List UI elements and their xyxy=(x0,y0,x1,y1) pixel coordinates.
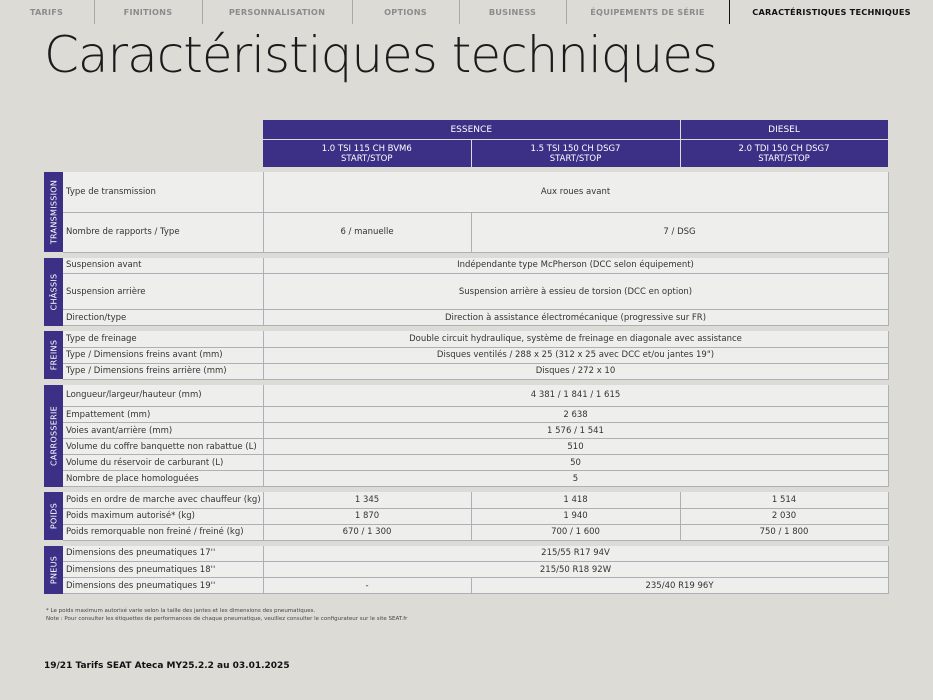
engine-header-line: START/STOP xyxy=(758,153,810,164)
spec-row xyxy=(44,331,888,347)
tab-options[interactable]: OPTIONS xyxy=(384,7,427,17)
spec-value: 215/50 R18 92W xyxy=(263,562,888,578)
spec-row xyxy=(44,455,888,471)
category-label-text: PNEUS xyxy=(49,555,58,584)
category-label-text: FREINS xyxy=(49,339,58,371)
spec-label: Nombre de rapports / Type xyxy=(63,212,263,252)
spec-row xyxy=(44,492,888,508)
spec-row xyxy=(44,347,888,363)
tab-caracteristiques-techniques[interactable]: CARACTÉRISTIQUES TECHNIQUES xyxy=(752,7,911,17)
spec-value: 7 / DSG xyxy=(471,212,888,252)
spec-value: 510 xyxy=(263,439,888,455)
spec-label: Type / Dimensions freins arrière (mm) xyxy=(63,363,263,379)
spec-label: Direction/type xyxy=(63,310,263,326)
spec-row xyxy=(44,385,888,407)
spec-value: 700 / 1 600 xyxy=(471,524,680,540)
tab-equipements-de-serie[interactable]: ÉQUIPEMENTS DE SÉRIE xyxy=(590,7,705,17)
spec-value: Direction à assistance électromécanique (progressive sur FR) xyxy=(263,310,888,326)
spec-value: Suspension arrière à essieu de torsion (DCC en option) xyxy=(263,274,888,310)
footnote-weight: * Le poids maximum autorisé varie selon la taille des jantes et les dimensions des pneumatiques. xyxy=(46,608,316,614)
category-label-text: TRANSMISSION xyxy=(49,179,58,245)
spec-row xyxy=(44,562,888,578)
header-spacer xyxy=(44,120,263,140)
category-label xyxy=(44,258,63,326)
spec-label: Dimensions des pneumatiques 19'' xyxy=(63,578,263,594)
spec-label: Suspension avant xyxy=(63,258,263,274)
engine-header-line: 2.0 TDI 150 CH DSG7 xyxy=(738,143,830,154)
spec-row xyxy=(44,471,888,487)
engine-header-line: START/STOP xyxy=(341,153,393,164)
spec-value: 6 / manuelle xyxy=(263,212,471,252)
spec-value: 1 345 xyxy=(263,492,471,508)
spec-label: Volume du coffre banquette non rabattue (L) xyxy=(63,439,263,455)
spec-label: Longueur/largeur/hauteur (mm) xyxy=(63,385,263,407)
spec-value: 1 514 xyxy=(680,492,888,508)
spec-value: - xyxy=(263,578,471,594)
spec-label: Poids remorquable non freiné / freiné (kg) xyxy=(63,524,263,540)
header-spacer xyxy=(44,140,263,168)
spec-value: Double circuit hydraulique, système de freinage en diagonale avec assistance xyxy=(263,331,888,347)
spec-label: Nombre de place homologuées xyxy=(63,471,263,487)
spec-value: Disques ventilés / 288 x 25 (312 x 25 avec DCC et/ou jantes 19") xyxy=(263,347,888,363)
spec-value: 670 / 1 300 xyxy=(263,524,471,540)
spec-label: Type / Dimensions freins avant (mm) xyxy=(63,347,263,363)
spec-row xyxy=(44,310,888,326)
spec-value: 50 xyxy=(263,455,888,471)
fuel-header-diesel: DIESEL xyxy=(680,120,888,140)
category-label-text: POIDS xyxy=(49,502,58,530)
specifications-table xyxy=(44,120,889,594)
engine-header xyxy=(680,140,888,168)
spec-value: 2 638 xyxy=(263,407,888,423)
spec-label: Empattement (mm) xyxy=(63,407,263,423)
spec-value: 4 381 / 1 841 / 1 615 xyxy=(263,385,888,407)
spec-value: Disques / 272 x 10 xyxy=(263,363,888,379)
spec-label: Dimensions des pneumatiques 18'' xyxy=(63,562,263,578)
spec-row xyxy=(44,546,888,562)
page-footer: 19/21 Tarifs SEAT Ateca MY25.2.2 au 03.01.2025 xyxy=(44,661,290,671)
spec-label: Type de transmission xyxy=(63,172,263,212)
engine-header-line: START/STOP xyxy=(549,153,602,164)
spec-value: 2 030 xyxy=(680,508,888,524)
category-label xyxy=(44,385,63,487)
spec-row xyxy=(44,423,888,439)
spec-label: Voies avant/arrière (mm) xyxy=(63,423,263,439)
spec-label: Type de freinage xyxy=(63,331,263,347)
spec-label: Suspension arrière xyxy=(63,274,263,310)
spec-row xyxy=(44,407,888,423)
top-navigation xyxy=(0,0,933,24)
spec-value: 5 xyxy=(263,471,888,487)
spec-value: Indépendante type McPherson (DCC selon équipement) xyxy=(263,258,888,274)
spec-value: 1 940 xyxy=(471,508,680,524)
engine-header-line: 1.5 TSI 150 CH DSG7 xyxy=(530,143,621,154)
spec-row xyxy=(44,274,888,310)
spec-value: 215/55 R17 94V xyxy=(263,546,888,562)
category-label xyxy=(44,546,63,594)
engine-header-line: 1.0 TSI 115 CH BVM6 xyxy=(321,143,412,154)
spec-row xyxy=(44,524,888,540)
spec-label: Dimensions des pneumatiques 17'' xyxy=(63,546,263,562)
spec-row xyxy=(44,439,888,455)
spec-row xyxy=(44,363,888,379)
spec-row xyxy=(44,172,888,212)
spec-value: 1 870 xyxy=(263,508,471,524)
spec-row xyxy=(44,578,888,594)
category-label-text: CARROSSERIE xyxy=(49,405,58,466)
category-label xyxy=(44,492,63,540)
spec-row xyxy=(44,212,888,252)
category-label xyxy=(44,331,63,379)
spec-label: Volume du réservoir de carburant (L) xyxy=(63,455,263,471)
spec-value: 750 / 1 800 xyxy=(680,524,888,540)
spec-value: 1 576 / 1 541 xyxy=(263,423,888,439)
spec-value: Aux roues avant xyxy=(263,172,888,212)
tab-business[interactable]: BUSINESS xyxy=(488,7,537,17)
fuel-header-essence: ESSENCE xyxy=(263,120,680,140)
page-title: Caractéristiques techniques xyxy=(44,26,718,84)
spec-row xyxy=(44,258,888,274)
spec-label: Poids maximum autorisé* (kg) xyxy=(63,508,263,524)
engine-header xyxy=(471,140,680,168)
category-label-text: CHÂSSIS xyxy=(49,273,58,310)
tab-personnalisation[interactable]: PERSONNALISATION xyxy=(228,7,326,17)
spec-value: 1 418 xyxy=(471,492,680,508)
spec-value: 235/40 R19 96Y xyxy=(471,578,888,594)
engine-header xyxy=(263,140,471,168)
category-label xyxy=(44,172,63,252)
spec-row xyxy=(44,508,888,524)
spec-label: Poids en ordre de marche avec chauffeur (kg) xyxy=(63,492,263,508)
tab-tarifs[interactable]: TARIFS xyxy=(29,7,64,17)
tab-finitions[interactable]: FINITIONS xyxy=(123,7,173,17)
footnote-tyres: Note : Pour consulter les étiquettes de performances de chaque pneumatique, veuillez consulter le configurateur sur le site SEAT.fr xyxy=(46,616,408,622)
